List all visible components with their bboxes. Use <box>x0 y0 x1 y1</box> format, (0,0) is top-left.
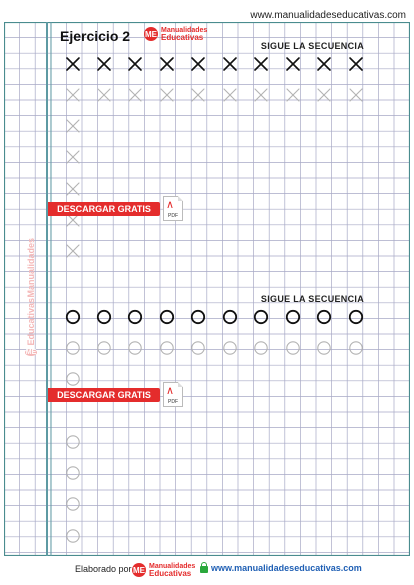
x-mark <box>67 183 79 195</box>
x-mark <box>98 58 110 70</box>
circle-mark <box>224 311 236 323</box>
circle-mark <box>129 311 141 323</box>
x-mark <box>318 89 330 101</box>
header-url: www.manualidadeseducativas.com <box>250 10 406 21</box>
x-mark <box>192 58 204 70</box>
x-mark <box>161 89 173 101</box>
x-mark <box>255 58 267 70</box>
download-button-1[interactable]: DESCARGAR GRATIS <box>48 202 160 216</box>
pdf-label: PDF <box>168 213 178 219</box>
circle-mark <box>161 342 173 354</box>
logo-mark-icon: ME <box>144 27 158 41</box>
circle-mark <box>287 311 299 323</box>
watermark-logo <box>18 238 44 357</box>
pdf-label: PDF <box>168 399 178 405</box>
footer-logo-mark-icon: ME <box>132 563 146 577</box>
logo-line-1: Manualidades <box>161 27 208 34</box>
x-mark <box>161 58 173 70</box>
acrobat-icon: ∧ <box>166 384 175 397</box>
x-mark <box>192 89 204 101</box>
circle-mark <box>318 342 330 354</box>
x-mark <box>350 89 362 101</box>
x-mark <box>129 89 141 101</box>
acrobat-icon: ∧ <box>166 198 175 211</box>
x-mark <box>255 89 267 101</box>
circle-mark <box>67 373 79 385</box>
circle-mark <box>67 342 79 354</box>
circle-mark <box>67 311 79 323</box>
header-logo[interactable] <box>144 27 207 41</box>
exercise-title: Ejercicio 2 <box>60 28 131 44</box>
circle-mark <box>350 311 362 323</box>
circle-mark <box>67 467 79 479</box>
circle-mark <box>67 436 79 448</box>
x-mark <box>224 58 236 70</box>
watermark-line-1: Manualidades <box>25 238 36 298</box>
pdf-icon[interactable] <box>163 382 183 407</box>
x-mark <box>67 120 79 132</box>
footer-url-link[interactable] <box>200 563 362 573</box>
circle-mark <box>192 311 204 323</box>
pdf-icon[interactable] <box>163 196 183 221</box>
circle-mark <box>224 342 236 354</box>
instruction-1: SIGUE LA SECUENCIA <box>260 41 364 51</box>
x-mark <box>67 89 79 101</box>
x-mark <box>287 89 299 101</box>
footer-logo-line-1: Manualidades <box>149 563 196 570</box>
circle-mark <box>350 342 362 354</box>
grid-paper <box>4 22 410 556</box>
logo-line-2: Educativas <box>161 33 204 42</box>
footer-elaborated-label: Elaborado por <box>75 564 132 574</box>
x-mark <box>67 151 79 163</box>
x-mark <box>98 89 110 101</box>
circle-mark <box>287 342 299 354</box>
download-button-2[interactable]: DESCARGAR GRATIS <box>48 388 160 402</box>
circle-mark <box>98 311 110 323</box>
circle-mark <box>192 342 204 354</box>
x-mark <box>67 58 79 70</box>
footer-logo[interactable] <box>132 563 195 577</box>
x-mark <box>67 245 79 257</box>
worksheet-sheet <box>4 22 410 556</box>
circle-mark <box>255 311 267 323</box>
circle-mark <box>67 498 79 510</box>
circle-mark <box>318 311 330 323</box>
watermark-mark-icon: ME <box>25 349 37 357</box>
footer <box>0 562 414 578</box>
circle-mark <box>255 342 267 354</box>
watermark-line-2: Educativas <box>25 297 36 346</box>
circle-mark <box>98 342 110 354</box>
circle-mark <box>129 342 141 354</box>
x-mark <box>287 58 299 70</box>
lock-icon <box>200 566 208 573</box>
instruction-2: SIGUE LA SECUENCIA <box>260 294 364 304</box>
circle-mark <box>67 530 79 542</box>
footer-url-text: www.manualidadeseducativas.com <box>211 563 362 573</box>
x-mark <box>129 58 141 70</box>
x-mark <box>318 58 330 70</box>
x-mark <box>224 89 236 101</box>
x-mark <box>350 58 362 70</box>
circle-mark <box>161 311 173 323</box>
footer-logo-line-2: Educativas <box>149 569 192 578</box>
